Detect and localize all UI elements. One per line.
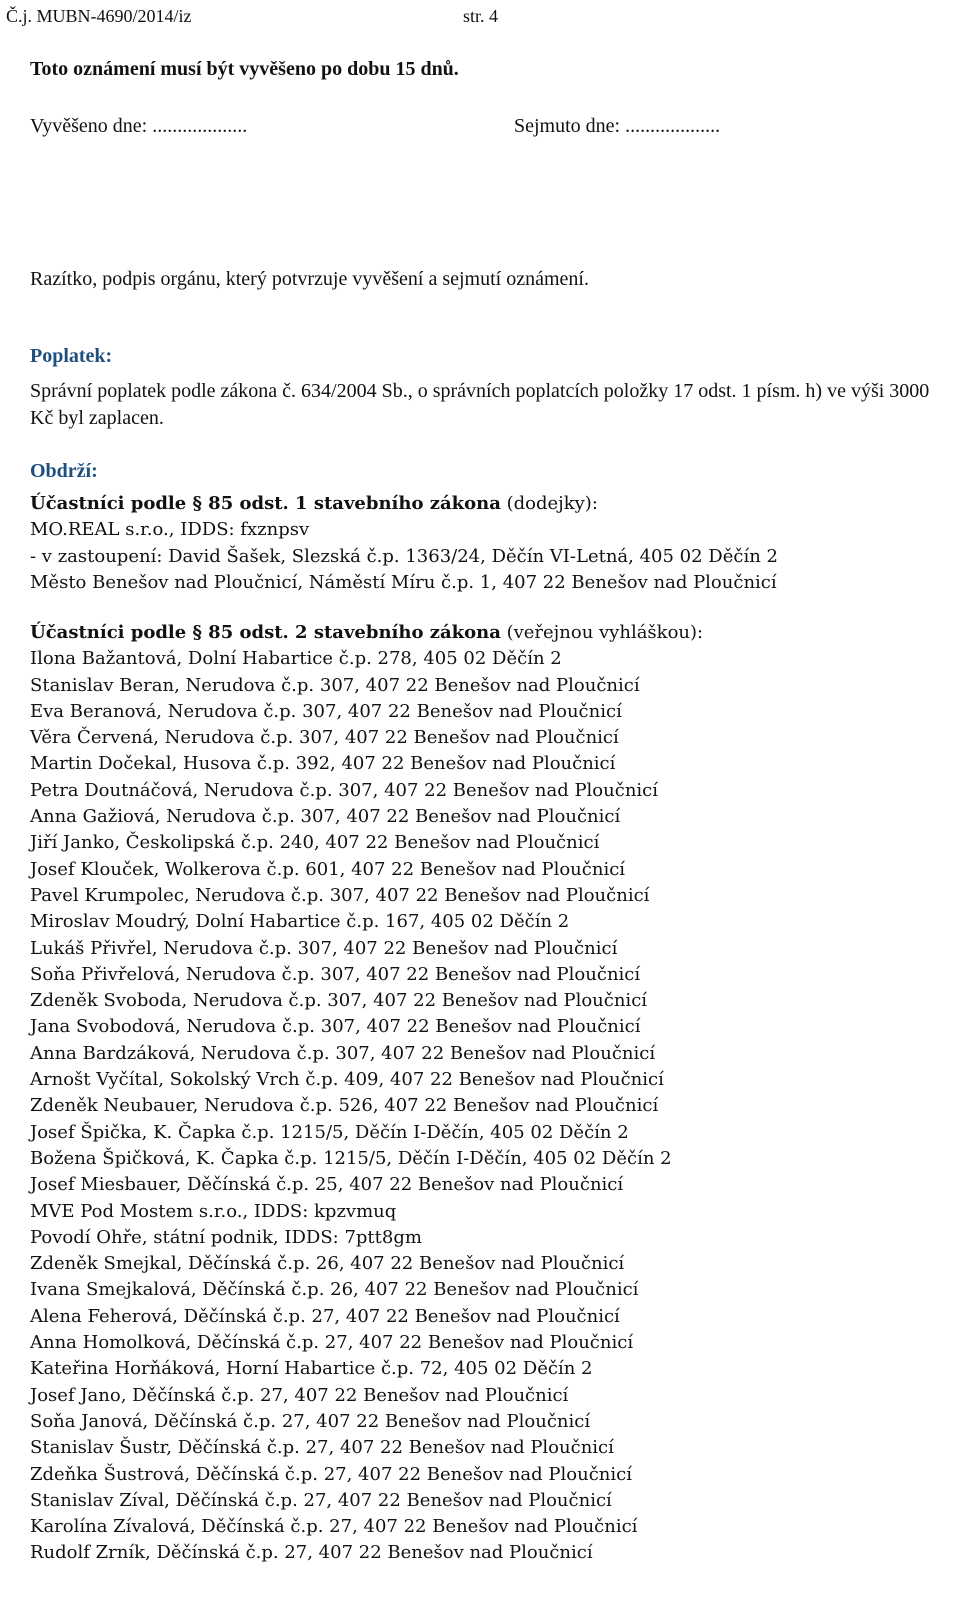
posted-date-label: Vyvěšeno dne: ...................	[30, 115, 248, 137]
recipient-line: Alena Feherová, Děčínská č.p. 27, 407 22 Benešov nad Ploučnicí	[30, 1305, 620, 1327]
recipient-line: Zdeněk Neubauer, Nerudova č.p. 526, 407 22 Benešov nad Ploučnicí	[30, 1095, 659, 1117]
page-number: str. 4	[463, 6, 499, 26]
recipient-line: Lukáš Přivřel, Nerudova č.p. 307, 407 22 Benešov nad Ploučnicí	[30, 937, 618, 959]
group-2-title-bold: Účastníci podle § 85 odst. 2 stavebního zákona	[30, 622, 501, 643]
recipient-line: Město Benešov nad Ploučnicí, Náměstí Míru č.p. 1, 407 22 Benešov nad Ploučnicí	[30, 571, 777, 593]
posting-notice: Toto oznámení musí být vyvěšeno po dobu 15 dnů.	[30, 58, 459, 80]
recipient-line: Stanislav Beran, Nerudova č.p. 307, 407 22 Benešov nad Ploučnicí	[30, 674, 640, 696]
recipient-line: Soňa Janová, Děčínská č.p. 27, 407 22 Benešov nad Ploučnicí	[30, 1410, 591, 1432]
recipient-line: Ilona Bažantová, Dolní Habartice č.p. 278, 405 02 Děčín 2	[30, 648, 562, 670]
reference-number: Č.j. MUBN-4690/2014/iz	[6, 6, 192, 26]
recipient-line: Soňa Přivřelová, Nerudova č.p. 307, 407 22 Benešov nad Ploučnicí	[30, 963, 641, 985]
recipient-line: Božena Špičková, K. Čapka č.p. 1215/5, Děčín I-Děčín, 405 02 Děčín 2	[30, 1147, 672, 1169]
recipient-line: Anna Homolková, Děčínská č.p. 27, 407 22 Benešov nad Ploučnicí	[30, 1332, 634, 1354]
recipient-line: - v zastoupení: David Šašek, Slezská č.p. 1363/24, Děčín VI-Letná, 405 02 Děčín 2	[30, 545, 778, 567]
group-1-title-bold: Účastníci podle § 85 odst. 1 stavebního zákona	[30, 493, 501, 514]
group-2-list	[30, 646, 703, 1566]
recipient-line: Arnošt Vyčítal, Sokolský Vrch č.p. 409, 407 22 Benešov nad Ploučnicí	[30, 1069, 664, 1091]
recipient-line: Povodí Ohře, státní podnik, IDDS: 7ptt8gm	[30, 1226, 422, 1248]
recipient-line: Karolína Zívalová, Děčínská č.p. 27, 407 22 Benešov nad Ploučnicí	[30, 1516, 638, 1538]
group-1-list	[30, 517, 778, 596]
group-1-title-rest: (dodejky):	[500, 493, 598, 514]
recipient-line: Josef Klouček, Wolkerova č.p. 601, 407 22 Benešov nad Ploučnicí	[30, 858, 626, 880]
recipient-line: MO.REAL s.r.o., IDDS: fxznpsv	[30, 519, 310, 541]
recipient-line: Josef Špička, K. Čapka č.p. 1215/5, Děčín I-Děčín, 405 02 Děčín 2	[30, 1121, 629, 1143]
recipient-line: Jiří Janko, Českolipská č.p. 240, 407 22 Benešov nad Ploučnicí	[30, 832, 600, 854]
recipients-group-2	[30, 620, 703, 1567]
recipient-line: Anna Bardzáková, Nerudova č.p. 307, 407 22 Benešov nad Ploučnicí	[30, 1042, 656, 1064]
group-2-title-rest: (veřejnou vyhláškou):	[500, 622, 704, 643]
recipient-line: Martin Dočekal, Husova č.p. 392, 407 22 Benešov nad Ploučnicí	[30, 753, 616, 775]
recipient-line: Stanislav Šustr, Děčínská č.p. 27, 407 22 Benešov nad Ploučnicí	[30, 1437, 614, 1459]
recipient-line: Petra Doutnáčová, Nerudova č.p. 307, 407 22 Benešov nad Ploučnicí	[30, 779, 659, 801]
recipient-line: Zdeněk Smejkal, Děčínská č.p. 26, 407 22 Benešov nad Ploučnicí	[30, 1253, 625, 1275]
recipient-line: Miroslav Moudrý, Dolní Habartice č.p. 167, 405 02 Děčín 2	[30, 911, 570, 933]
recipient-line: Kateřina Horňáková, Horní Habartice č.p. 72, 405 02 Děčín 2	[30, 1358, 593, 1380]
removed-date-label: Sejmuto dne: ...................	[514, 115, 721, 137]
recipient-line: Zdeněk Svoboda, Nerudova č.p. 307, 407 22 Benešov nad Ploučnicí	[30, 990, 648, 1012]
recipients-group-1	[30, 491, 778, 596]
recipient-line: MVE Pod Mostem s.r.o., IDDS: kpzvmuq	[30, 1200, 397, 1222]
recipient-line: Pavel Krumpolec, Nerudova č.p. 307, 407 22 Benešov nad Ploučnicí	[30, 884, 650, 906]
recipients-heading: Obdrží:	[30, 460, 98, 482]
recipient-line: Josef Jano, Děčínská č.p. 27, 407 22 Benešov nad Ploučnicí	[30, 1384, 569, 1406]
fee-text: Správní poplatek podle zákona č. 634/2004 Sb., o správních poplatcích položky 17 odst. 1 písm. h) ve výši 3000 Kč byl zaplacen.	[30, 380, 930, 429]
fee-heading: Poplatek:	[30, 345, 113, 367]
stamp-instruction: Razítko, podpis orgánu, který potvrzuje vyvěšení a sejmutí oznámení.	[30, 268, 589, 290]
recipient-line: Josef Miesbauer, Děčínská č.p. 25, 407 22 Benešov nad Ploučnicí	[30, 1174, 624, 1196]
recipient-line: Věra Červená, Nerudova č.p. 307, 407 22 Benešov nad Ploučnicí	[30, 727, 619, 749]
recipient-line: Eva Beranová, Nerudova č.p. 307, 407 22 Benešov nad Ploučnicí	[30, 700, 622, 722]
group-2-title	[30, 620, 703, 646]
recipient-line: Ivana Smejkalová, Děčínská č.p. 26, 407 22 Benešov nad Ploučnicí	[30, 1279, 639, 1301]
recipient-line: Zdeňka Šustrová, Děčínská č.p. 27, 407 22 Benešov nad Ploučnicí	[30, 1463, 632, 1485]
recipient-line: Jana Svobodová, Nerudova č.p. 307, 407 22 Benešov nad Ploučnicí	[30, 1016, 641, 1038]
recipient-line: Rudolf Zrník, Děčínská č.p. 27, 407 22 Benešov nad Ploučnicí	[30, 1542, 593, 1564]
recipient-line: Anna Gažiová, Nerudova č.p. 307, 407 22 Benešov nad Ploučnicí	[30, 806, 621, 828]
group-1-title	[30, 491, 778, 517]
recipient-line: Stanislav Zíval, Děčínská č.p. 27, 407 22 Benešov nad Ploučnicí	[30, 1489, 612, 1511]
